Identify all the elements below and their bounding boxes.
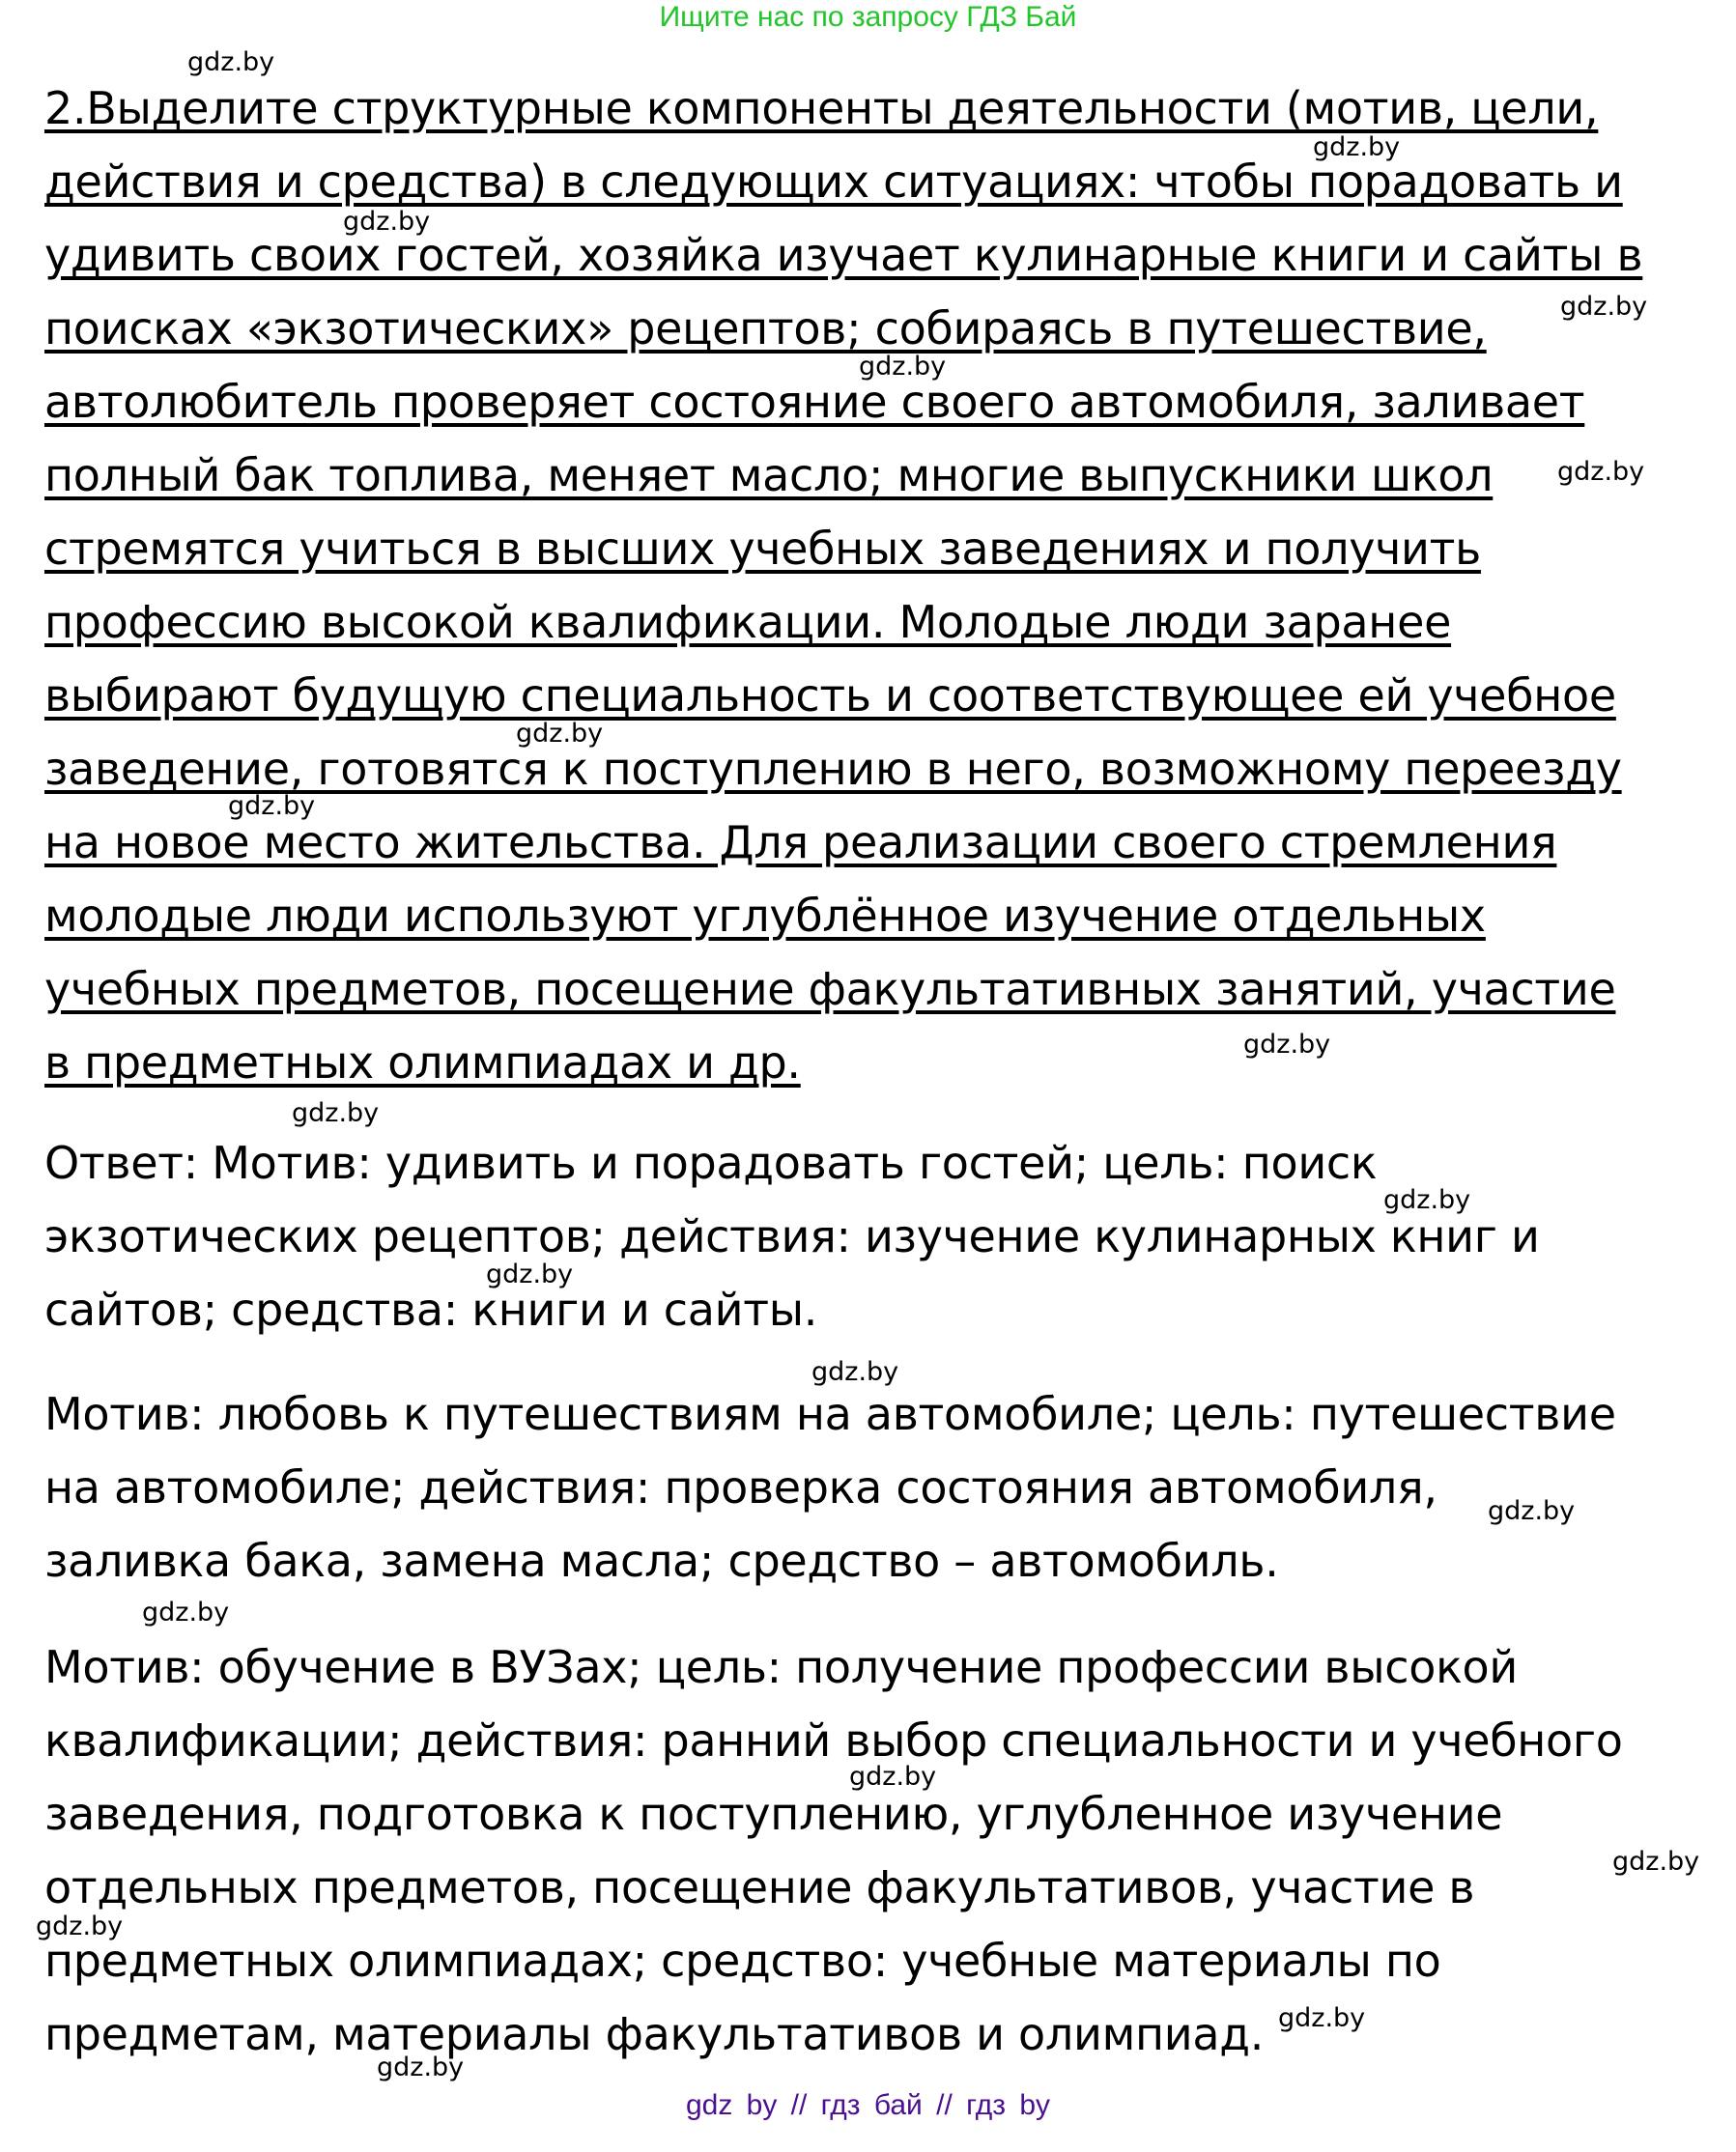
watermark: gdz.by — [142, 1598, 230, 1628]
answer-line: Ответ: Мотив: удивить и порадовать гостей; цель: поиск — [44, 1137, 1378, 1189]
watermark: gdz.by — [1612, 1847, 1700, 1877]
answer-line: заведения, подготовка к поступлению, углубленное изучение — [44, 1788, 1503, 1840]
watermark: gdz.by — [1383, 1185, 1471, 1215]
watermark: gdz.by — [1557, 457, 1645, 487]
search-hint-banner: Ищите нас по запросу ГДЗ Бай — [659, 1, 1077, 33]
answer-line: предметам, материалы факультативов и олимпиад. — [44, 2008, 1265, 2060]
footer-site-links: gdz by // гдз бай // гдз by — [685, 2089, 1051, 2121]
watermark: gdz.by — [1243, 1030, 1331, 1060]
watermark: gdz.by — [811, 1357, 899, 1387]
answer-line: экзотических рецептов; действия: изучение кулинарных книг и — [44, 1210, 1540, 1262]
watermark: gdz.by — [1313, 132, 1401, 162]
watermark: gdz.by — [1560, 292, 1648, 322]
question-line: действия и средства) в следующих ситуациях: чтобы порадовать и — [44, 156, 1623, 208]
watermark: gdz.by — [292, 1098, 380, 1128]
watermark: gdz.by — [486, 1260, 574, 1289]
answer-line: Мотив: любовь к путешествиям на автомобиле; цель: путешествие — [44, 1388, 1616, 1440]
watermark: gdz.by — [1278, 2003, 1366, 2033]
question-line: молодые люди используют углублённое изучение отдельных — [44, 890, 1486, 942]
question-line: стремятся учиться в высших учебных заведениях и получить — [44, 523, 1481, 575]
watermark: gdz.by — [1488, 1496, 1576, 1526]
answer-line: Мотив: обучение в ВУЗах; цель: получение профессии высокой — [44, 1641, 1518, 1693]
watermark: gdz.by — [343, 207, 431, 237]
answer-line: на автомобиле; действия: проверка состояния автомобиля, — [44, 1461, 1437, 1514]
answer-line: предметных олимпиадах; средство: учебные материалы по — [44, 1935, 1441, 1987]
question-line: выбирают будущую специальность и соответствующее ей учебное — [44, 669, 1616, 722]
question-line: на новое место жительства. Для реализации своего стремления — [44, 816, 1557, 868]
question-line: полный бак топлива, меняет масло; многие выпускники школ — [44, 449, 1494, 501]
question-line: учебных предметов, посещение факультативных занятий, участие — [44, 963, 1616, 1015]
watermark: gdz.by — [36, 1911, 124, 1941]
question-line: профессию высокой квалификации. Молодые люди заранее — [44, 596, 1452, 648]
question-line: в предметных олимпиадах и др. — [44, 1036, 801, 1089]
answer-line: заливка бака, замена масла; средство – автомобиль. — [44, 1535, 1279, 1587]
answer-line: отдельных предметов, посещение факультативов, участие в — [44, 1861, 1475, 1913]
question-line: заведение, готовятся к поступлению в него, возможному переезду — [44, 743, 1622, 795]
question-line: поисках «экзотических» рецептов; собираясь в путешествие, — [44, 302, 1487, 354]
answer-line: квалификации; действия: ранний выбор специальности и учебного — [44, 1714, 1623, 1767]
watermark: gdz.by — [859, 352, 947, 382]
watermark: gdz.by — [516, 719, 604, 749]
question-line: удивить своих гостей, хозяйка изучает кулинарные книги и сайты в — [44, 229, 1643, 281]
watermark: gdz.by — [187, 47, 275, 77]
watermark: gdz.by — [849, 1762, 937, 1792]
question-line: автолюбитель проверяет состояние своего автомобиля, заливает — [44, 376, 1585, 428]
question-line: 2.Выделите структурные компоненты деятельности (мотив, цели, — [44, 82, 1599, 134]
answer-line: сайтов; средства: книги и сайты. — [44, 1284, 818, 1336]
watermark: gdz.by — [228, 791, 316, 821]
watermark: gdz.by — [377, 2053, 465, 2082]
